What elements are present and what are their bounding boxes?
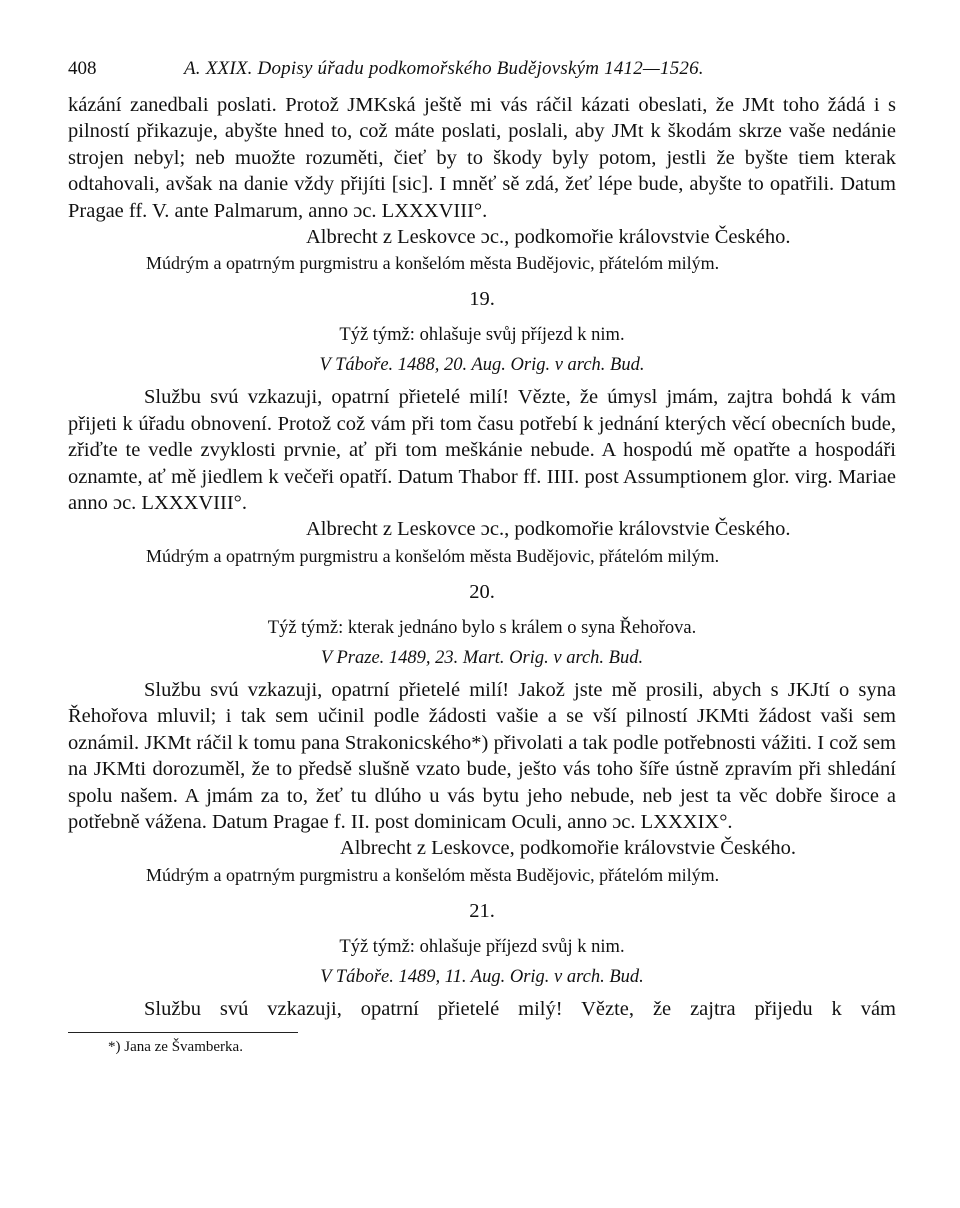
letter-number: 21. xyxy=(469,899,495,922)
letter-summary: Týž týmž: ohlašuje příjezd svůj k nim. xyxy=(339,936,625,957)
letter-place-date: V Táboře. 1489, 11. Aug. Orig. v arch. Bud. xyxy=(320,966,644,987)
letter-signature: Albrecht z Leskovce, podkomořie královstvie Českého. xyxy=(340,837,796,860)
letter-number: 19. xyxy=(469,288,495,311)
footnote-rule xyxy=(68,1032,298,1033)
letter-address: Múdrým a opatrným purgmistru a konšelóm města Budějovic, přátelóm milým. xyxy=(146,864,720,885)
letter-address: Múdrým a opatrným purgmistru a konšelóm města Budějovic, přátelóm milým. xyxy=(146,545,720,566)
letter-summary: Týž týmž: ohlašuje svůj příjezd k nim. xyxy=(339,325,625,346)
letter-summary: Týž týmž: kterak jednáno bylo s králem o syna Řehořova. xyxy=(267,617,697,638)
letter-body: Službu svú vzkazuji, opatrní přietelé milí! Jakož jste mě prosili, abych s JKJtí o syna Řehořova mluvil; i tak sem učinil podle žádosti vašie a se vší pilností JKMti žádost vaši sem oznámil. JKMt ráčil k tomu pana Strakonicského*) přivolati a tak podle potřebnosti vážiti. I což sem na JKMti dorozuměl, že to předsě slušně vzato bude, ješto vás toho šíře ústně zpravím při shledání spolu našem. A jmám za to, žeť tu dlúho u vás bytu jeho nebude, neb jest ta věc dobře široce a potřebně vážena. Datum Pragae f. II. post dominicam Oculi, anno ɔc. LXXXIX°. xyxy=(68,678,896,833)
letter-body: kázání zanedbali poslati. Protož JMKská ještě mi vás ráčil kázati obeslati, že JMt toho žádá i s pilností přikazuje, abyšte hned to, což máte poslati, poslali, aby JMt k škodám skrze vaše nedánie strojen nebyl; neb muožte rozuměti, čieť by to škody byly potom, jestli že byšte tiem kterak odtahovali, avšak na danie vždy přijíti [sic]. I mněť sě zdá, žeť lépe bude, abyšte to opatřili. Datum Pragae ff. V. ante Palmarum, anno ɔc. LXXXVIII°. xyxy=(68,94,896,222)
letter-address: Múdrým a opatrným purgmistru a konšelóm města Budějovic, přátelóm milým. xyxy=(146,253,720,274)
letter-place-date: V Táboře. 1488, 20. Aug. Orig. v arch. Bud. xyxy=(319,355,645,376)
letter-place-date: V Praze. 1489, 23. Mart. Orig. v arch. Bud. xyxy=(320,647,644,668)
letter-21 xyxy=(68,898,896,1022)
footnote: *) Jana ze Švamberka. xyxy=(108,1039,243,1056)
page-number: 408 xyxy=(68,58,97,79)
letter-body: Službu svú vzkazuji, opatrní přietelé milí! Vězte, že úmysl jmám, zajtra bohdá k vám přijeti k úřadu obnovení. Protož což vám při tom času potřebí k jednání kterých věcí obecních bude, zřiďte te vedle zvyklosti prvnie, ať při tom meškánie nebude. A hospodú mě opatřte a hospodáři oznamte, ať mě jiedlem k večeři opatří. Datum Thabor ff. IIII. post Assumptionem glor. virg. Mariae anno ɔc. LXXXVIII°. xyxy=(68,386,896,515)
book-page xyxy=(68,58,896,1057)
letter-19 xyxy=(68,286,896,568)
letter-signature: Albrecht z Leskovce ɔc., podkomořie královstvie Českého. xyxy=(306,518,791,541)
page-header xyxy=(68,58,896,92)
letter-20 xyxy=(68,579,896,888)
letter-body: Službu svú vzkazuji, opatrní přietelé milý! Vězte, že zajtra přijedu k vám xyxy=(144,997,896,1020)
letter-number: 20. xyxy=(469,580,495,603)
letter-18-continuation xyxy=(68,92,896,276)
running-title: A. XXIX. Dopisy úřadu podkomořského Budějovským 1412—1526. xyxy=(184,58,704,79)
letter-signature: Albrecht z Leskovce ɔc., podkomořie královstvie Českého. xyxy=(306,226,791,249)
